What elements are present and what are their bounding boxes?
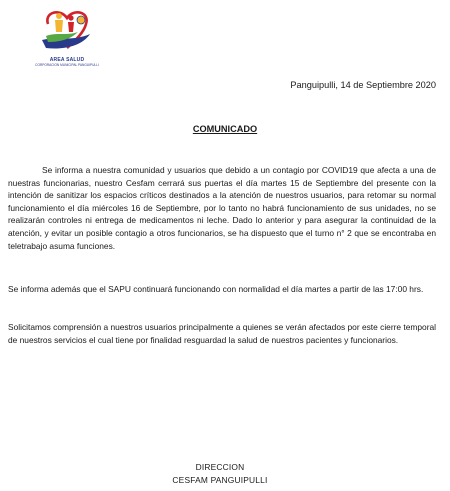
date-line: Panguipulli, 14 de Septiembre 2020 — [290, 80, 436, 90]
document-title: COMUNICADO — [192, 124, 258, 134]
area-salud-logo — [34, 6, 100, 76]
logo-subcaption: CORPORACION MUNICIPAL PANGUIPULLI — [35, 63, 99, 67]
body-paragraph-3: Solicitamos comprensión a nuestros usuarios principalmente a quienes se verán afectados por este cierre temporal de nuestros servicios el cual tiene por finalidad resguardad la salud de nuestros pacientes y funcionarios. — [8, 322, 436, 345]
signature-line-2: CESFAM PANGUIPULLI — [172, 475, 268, 485]
signature-line-1: DIRECCION — [195, 462, 245, 472]
body-paragraph-2: Se informa además que el SAPU continuará funcionando con normalidad el día martes a partir de las 17:00 hrs. — [8, 284, 424, 294]
area-salud-logo-icon — [38, 6, 96, 56]
logo-caption: AREA SALUD — [49, 57, 85, 63]
body-paragraph-1: Se informa a nuestra comunidad y usuarios que debido a un contagio por COVID19 que afecta a una de nuestras funcionarias, nuestro Cesfam cerrará sus puertas el día martes 15 de Septiembre del presente con la intención de sanitizar los espacios críticos destinados a la atención de nuestros usuarios, para retomar su normal funcionamiento el día miércoles 16 de Septiembre, por lo tanto no habrá funcionamiento de sus unidades, no se realizarán controles ni entrega de medicamentos ni leche. Dado lo anterior y para asegurar la continuidad de la atención, y evitar un posible contagio a otros funcionarios, se ha dispuesto que el turno n° 2 que se encontraba en teletrabajo asuma funciones. — [8, 165, 436, 251]
